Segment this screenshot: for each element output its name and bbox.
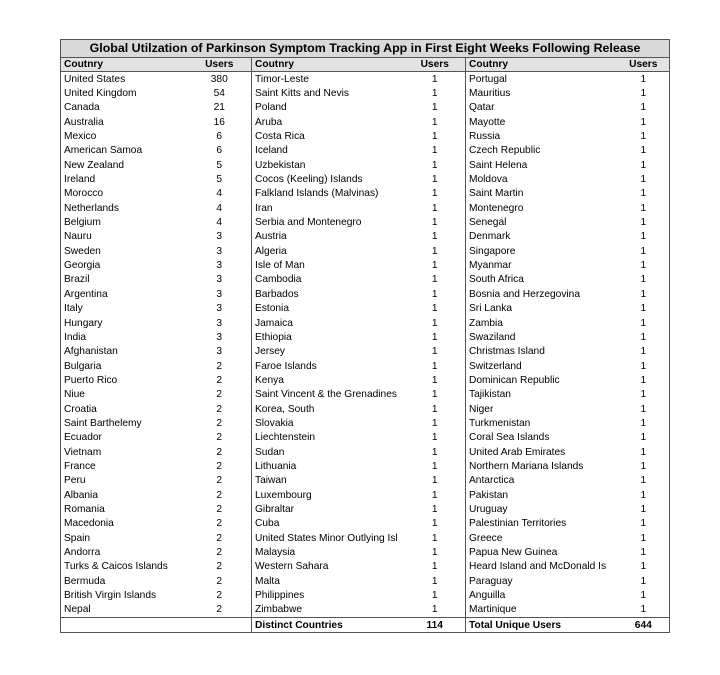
users-cell: 1 <box>618 388 670 402</box>
country-cell: Andorra <box>61 545 188 559</box>
users-cell: 2 <box>216 532 223 544</box>
users-cell: 1 <box>618 230 670 244</box>
table-row <box>61 574 670 588</box>
users-cell: 2 <box>216 590 223 602</box>
table-row <box>61 431 670 445</box>
country-cell: Christmas Island <box>466 345 618 359</box>
country-cell: Uzbekistan <box>252 158 405 172</box>
table-row <box>61 144 670 158</box>
users-cell: 1 <box>618 302 670 316</box>
users-cell: 16 <box>213 116 225 128</box>
users-cell: 1 <box>618 172 670 186</box>
country-cell: Jamaica <box>252 316 405 330</box>
users-cell: 1 <box>431 346 438 358</box>
users-cell: 1 <box>618 588 670 602</box>
country-cell: New Zealand <box>61 158 188 172</box>
country-cell: Qatar <box>466 101 618 115</box>
users-cell: 1 <box>618 215 670 229</box>
table-row <box>61 531 670 545</box>
table-row <box>61 244 670 258</box>
users-cell: 3 <box>216 288 223 300</box>
table-row <box>61 273 670 287</box>
users-cell: 2 <box>216 403 223 415</box>
users-cell: 2 <box>188 603 252 618</box>
users-cell: 1 <box>431 432 438 444</box>
table-row <box>61 373 670 387</box>
country-cell: Philippines <box>252 588 405 602</box>
country-cell: South Africa <box>466 273 618 287</box>
users-cell: 2 <box>216 561 223 573</box>
country-cell: Myanmar <box>466 258 618 272</box>
users-cell: 1 <box>431 303 438 315</box>
table-row <box>61 72 670 87</box>
country-cell: Aruba <box>252 115 405 129</box>
users-cell: 1 <box>618 402 670 416</box>
table-row <box>61 302 670 316</box>
users-cell: 1 <box>431 417 438 429</box>
users-cell: 1 <box>618 115 670 129</box>
totals-blank <box>61 618 188 633</box>
users-cell: 1 <box>618 560 670 574</box>
users-cell: 4 <box>216 202 223 214</box>
country-cell: United Arab Emirates <box>466 445 618 459</box>
table-row <box>61 230 670 244</box>
country-cell: Brazil <box>61 273 188 287</box>
country-cell: Turks & Caicos Islands <box>61 560 188 574</box>
country-cell: Barbados <box>252 287 405 301</box>
country-cell: Mexico <box>61 129 188 143</box>
users-cell: 1 <box>431 288 438 300</box>
users-cell: 1 <box>618 101 670 115</box>
country-cell: United States Minor Outlying Isl <box>252 531 405 545</box>
country-cell: Vietnam <box>61 445 188 459</box>
users-cell: 4 <box>216 217 223 229</box>
users-cell: 1 <box>431 202 438 214</box>
country-cell: Saint Helena <box>466 158 618 172</box>
country-cell: Gibraltar <box>252 502 405 516</box>
users-cell: 1 <box>431 159 438 171</box>
country-cell: Cocos (Keeling) Islands <box>252 172 405 186</box>
table-row <box>61 330 670 344</box>
users-cell: 1 <box>618 445 670 459</box>
users-cell: 1 <box>431 532 438 544</box>
country-cell: Coral Sea Islands <box>466 431 618 445</box>
users-cell: 1 <box>431 88 438 100</box>
country-cell: Puerto Rico <box>61 373 188 387</box>
country-cell: Tajikistan <box>466 388 618 402</box>
users-cell: 3 <box>216 346 223 358</box>
country-cell: Morocco <box>61 187 188 201</box>
users-cell: 3 <box>216 331 223 343</box>
country-cell: Zambia <box>466 316 618 330</box>
country-cell: Taiwan <box>252 474 405 488</box>
users-cell: 1 <box>618 517 670 531</box>
users-cell: 1 <box>431 561 438 573</box>
table-row <box>61 215 670 229</box>
country-cell: Northern Mariana Islands <box>466 459 618 473</box>
table-row <box>61 359 670 373</box>
table-row <box>61 201 670 215</box>
users-cell: 1 <box>618 488 670 502</box>
country-cell: Australia <box>61 115 188 129</box>
country-cell: Saint Kitts and Nevis <box>252 86 405 100</box>
country-cell: Anguilla <box>466 588 618 602</box>
country-cell: Bulgaria <box>61 359 188 373</box>
users-cell: 2 <box>216 575 223 587</box>
country-cell: Sweden <box>61 244 188 258</box>
country-cell: Greece <box>466 531 618 545</box>
country-cell: Isle of Man <box>252 258 405 272</box>
country-cell: Canada <box>61 101 188 115</box>
header-users-1: Users <box>188 58 252 72</box>
header-users-2: Users <box>405 58 466 72</box>
country-cell: Timor-Leste <box>252 72 405 87</box>
country-cell: Romania <box>61 502 188 516</box>
country-cell: Belgium <box>61 215 188 229</box>
country-cell: France <box>61 459 188 473</box>
table-row <box>61 316 670 330</box>
country-cell: Moldova <box>466 172 618 186</box>
table-row <box>61 115 670 129</box>
country-cell: Falkland Islands (Malvinas) <box>252 187 405 201</box>
users-cell: 1 <box>618 258 670 272</box>
country-cell: Macedonia <box>61 517 188 531</box>
users-cell: 1 <box>618 345 670 359</box>
table-row <box>61 488 670 502</box>
users-cell: 2 <box>216 360 223 372</box>
country-cell: Serbia and Montenegro <box>252 215 405 229</box>
users-cell: 2 <box>216 489 223 501</box>
country-cell: Albania <box>61 488 188 502</box>
users-cell: 1 <box>618 86 670 100</box>
users-cell: 4 <box>216 188 223 200</box>
table-row <box>61 187 670 201</box>
country-cell: Antarctica <box>466 474 618 488</box>
country-cell: Singapore <box>466 244 618 258</box>
table-row <box>61 560 670 574</box>
users-cell: 5 <box>216 159 223 171</box>
country-cell: Mauritius <box>466 86 618 100</box>
country-cell: Saint Barthelemy <box>61 416 188 430</box>
table-row <box>61 445 670 459</box>
users-cell: 2 <box>216 547 223 559</box>
country-cell: Uruguay <box>466 502 618 516</box>
users-cell: 1 <box>431 131 438 143</box>
country-cell: Papua New Guinea <box>466 545 618 559</box>
distinct-countries-label: Distinct Countries <box>252 618 405 633</box>
users-cell: 1 <box>618 158 670 172</box>
users-cell: 3 <box>216 317 223 329</box>
country-cell: Nepal <box>61 603 188 618</box>
users-cell: 1 <box>431 317 438 329</box>
users-cell: 1 <box>618 144 670 158</box>
users-cell: 1 <box>431 174 438 186</box>
country-cell: Ireland <box>61 172 188 186</box>
country-cell: Russia <box>466 129 618 143</box>
country-cell: Faroe Islands <box>252 359 405 373</box>
table-row <box>61 545 670 559</box>
country-cell: Korea, South <box>252 402 405 416</box>
users-cell: 1 <box>431 245 438 257</box>
table-row <box>61 416 670 430</box>
users-cell: 1 <box>618 273 670 287</box>
header-users-3: Users <box>618 58 670 72</box>
country-cell: Turkmenistan <box>466 416 618 430</box>
users-cell: 1 <box>431 475 438 487</box>
country-cell: Slovakia <box>252 416 405 430</box>
country-cell: Bosnia and Herzegovina <box>466 287 618 301</box>
table-title: Global Utilzation of Parkinson Symptom Tracking App in First Eight Weeks Following Release <box>61 40 670 58</box>
distinct-countries-value: 114 <box>405 618 466 633</box>
users-cell: 2 <box>216 475 223 487</box>
users-cell: 1 <box>618 359 670 373</box>
country-cell: Saint Vincent & the Grenadines <box>252 388 405 402</box>
users-cell: 1 <box>405 603 466 618</box>
country-cell: Ethiopia <box>252 330 405 344</box>
table-row <box>61 474 670 488</box>
users-cell: 6 <box>216 131 223 143</box>
users-cell: 1 <box>618 201 670 215</box>
users-cell: 1 <box>431 188 438 200</box>
users-cell: 3 <box>216 303 223 315</box>
country-cell: Sri Lanka <box>466 302 618 316</box>
country-cell: Cuba <box>252 517 405 531</box>
country-cell: Poland <box>252 101 405 115</box>
users-cell: 1 <box>431 73 438 85</box>
users-cell: 1 <box>618 129 670 143</box>
users-cell: 1 <box>618 531 670 545</box>
users-cell: 1 <box>431 503 438 515</box>
users-cell: 1 <box>431 374 438 386</box>
users-cell: 1 <box>618 459 670 473</box>
totals-row <box>61 618 670 633</box>
users-cell: 1 <box>431 231 438 243</box>
users-cell: 2 <box>216 460 223 472</box>
country-cell: Cambodia <box>252 273 405 287</box>
country-cell: Portugal <box>466 72 618 87</box>
table-row <box>61 287 670 301</box>
country-cell: Costa Rica <box>252 129 405 143</box>
country-cell: Afghanistan <box>61 345 188 359</box>
country-cell: British Virgin Islands <box>61 588 188 602</box>
users-cell: 1 <box>431 331 438 343</box>
country-cell: Western Sahara <box>252 560 405 574</box>
country-cell: Hungary <box>61 316 188 330</box>
users-cell: 1 <box>618 474 670 488</box>
country-cell: Italy <box>61 302 188 316</box>
country-cell: Algeria <box>252 244 405 258</box>
total-users-value: 644 <box>618 618 670 633</box>
table-row <box>61 101 670 115</box>
country-cell: India <box>61 330 188 344</box>
users-cell: 2 <box>216 518 223 530</box>
table-row <box>61 258 670 272</box>
country-cell: Malta <box>252 574 405 588</box>
users-cell: 21 <box>213 102 225 114</box>
users-cell: 1 <box>618 373 670 387</box>
table-row <box>61 459 670 473</box>
country-cell: Switzerland <box>466 359 618 373</box>
country-cell: Peru <box>61 474 188 488</box>
users-cell: 2 <box>216 389 223 401</box>
country-cell: Austria <box>252 230 405 244</box>
country-cell: Estonia <box>252 302 405 316</box>
header-row <box>61 58 670 72</box>
users-cell: 1 <box>431 403 438 415</box>
users-cell: 1 <box>431 217 438 229</box>
country-cell: Jersey <box>252 345 405 359</box>
table-row <box>61 388 670 402</box>
table-row <box>61 502 670 516</box>
country-cell: Niue <box>61 388 188 402</box>
country-cell: Nauru <box>61 230 188 244</box>
table-row <box>61 172 670 186</box>
users-cell: 5 <box>216 174 223 186</box>
users-cell: 1 <box>431 360 438 372</box>
users-cell: 1 <box>431 547 438 559</box>
country-cell: Zimbabwe <box>252 603 405 618</box>
table-row <box>61 345 670 359</box>
table-row <box>61 402 670 416</box>
users-cell: 1 <box>431 446 438 458</box>
users-cell: 1 <box>431 460 438 472</box>
users-cell: 1 <box>618 502 670 516</box>
users-cell: 1 <box>618 431 670 445</box>
table-row <box>61 158 670 172</box>
users-cell: 2 <box>216 374 223 386</box>
country-cell: Croatia <box>61 402 188 416</box>
users-cell: 2 <box>216 432 223 444</box>
country-cell: Lithuania <box>252 459 405 473</box>
country-cell: Niger <box>466 402 618 416</box>
country-cell: Heard Island and McDonald Is <box>466 560 618 574</box>
users-cell: 6 <box>216 145 223 157</box>
total-users-label: Total Unique Users <box>466 618 618 633</box>
country-cell: United Kingdom <box>61 86 188 100</box>
country-cell: Denmark <box>466 230 618 244</box>
country-cell: Mayotte <box>466 115 618 129</box>
country-cell: Malaysia <box>252 545 405 559</box>
users-cell: 1 <box>618 416 670 430</box>
users-cell: 1 <box>431 489 438 501</box>
header-country-3: Coutnry <box>466 58 618 72</box>
table-row <box>61 588 670 602</box>
users-cell: 1 <box>618 330 670 344</box>
users-cell: 2 <box>216 417 223 429</box>
country-cell: Sudan <box>252 445 405 459</box>
country-cell: Netherlands <box>61 201 188 215</box>
users-cell: 2 <box>216 446 223 458</box>
users-cell: 1 <box>431 389 438 401</box>
table-row <box>61 86 670 100</box>
country-cell: Iceland <box>252 144 405 158</box>
country-cell: Dominican Republic <box>466 373 618 387</box>
country-cell: Iran <box>252 201 405 215</box>
country-cell: Swaziland <box>466 330 618 344</box>
country-cell: Luxembourg <box>252 488 405 502</box>
country-cell: United States <box>61 72 188 87</box>
country-cell: American Samoa <box>61 144 188 158</box>
users-cell: 3 <box>216 231 223 243</box>
users-cell: 1 <box>618 287 670 301</box>
country-cell: Georgia <box>61 258 188 272</box>
users-cell: 1 <box>431 260 438 272</box>
country-cell: Paraguay <box>466 574 618 588</box>
users-cell: 1 <box>618 603 670 618</box>
country-cell: Bermuda <box>61 574 188 588</box>
users-cell: 3 <box>216 245 223 257</box>
country-cell: Montenegro <box>466 201 618 215</box>
users-cell: 1 <box>431 590 438 602</box>
header-country-1: Coutnry <box>61 58 188 72</box>
country-cell: Spain <box>61 531 188 545</box>
users-cell: 1 <box>431 575 438 587</box>
country-cell: Senegal <box>466 215 618 229</box>
users-cell: 1 <box>618 187 670 201</box>
country-cell: Ecuador <box>61 431 188 445</box>
users-cell: 1 <box>431 102 438 114</box>
table-row <box>61 129 670 143</box>
users-cell: 1 <box>618 574 670 588</box>
table-row <box>61 517 670 531</box>
country-cell: Liechtenstein <box>252 431 405 445</box>
users-cell: 1 <box>618 316 670 330</box>
country-cell: Saint Martin <box>466 187 618 201</box>
users-cell: 1 <box>431 274 438 286</box>
country-cell: Kenya <box>252 373 405 387</box>
users-cell: 1 <box>431 518 438 530</box>
users-cell: 1 <box>431 145 438 157</box>
country-cell: Palestinian Territories <box>466 517 618 531</box>
users-cell: 1 <box>618 72 670 87</box>
country-cell: Martinique <box>466 603 618 618</box>
totals-blank-2 <box>188 618 252 633</box>
users-cell: 380 <box>210 73 228 85</box>
users-cell: 1 <box>431 116 438 128</box>
users-cell: 1 <box>618 244 670 258</box>
table-row <box>61 603 670 618</box>
country-cell: Argentina <box>61 287 188 301</box>
users-cell: 3 <box>216 260 223 272</box>
users-cell: 3 <box>216 274 223 286</box>
country-cell: Pakistan <box>466 488 618 502</box>
header-country-2: Coutnry <box>252 58 405 72</box>
utilization-table <box>60 39 670 633</box>
country-cell: Czech Republic <box>466 144 618 158</box>
users-cell: 54 <box>213 88 225 100</box>
users-cell: 2 <box>216 503 223 515</box>
users-cell: 1 <box>618 545 670 559</box>
